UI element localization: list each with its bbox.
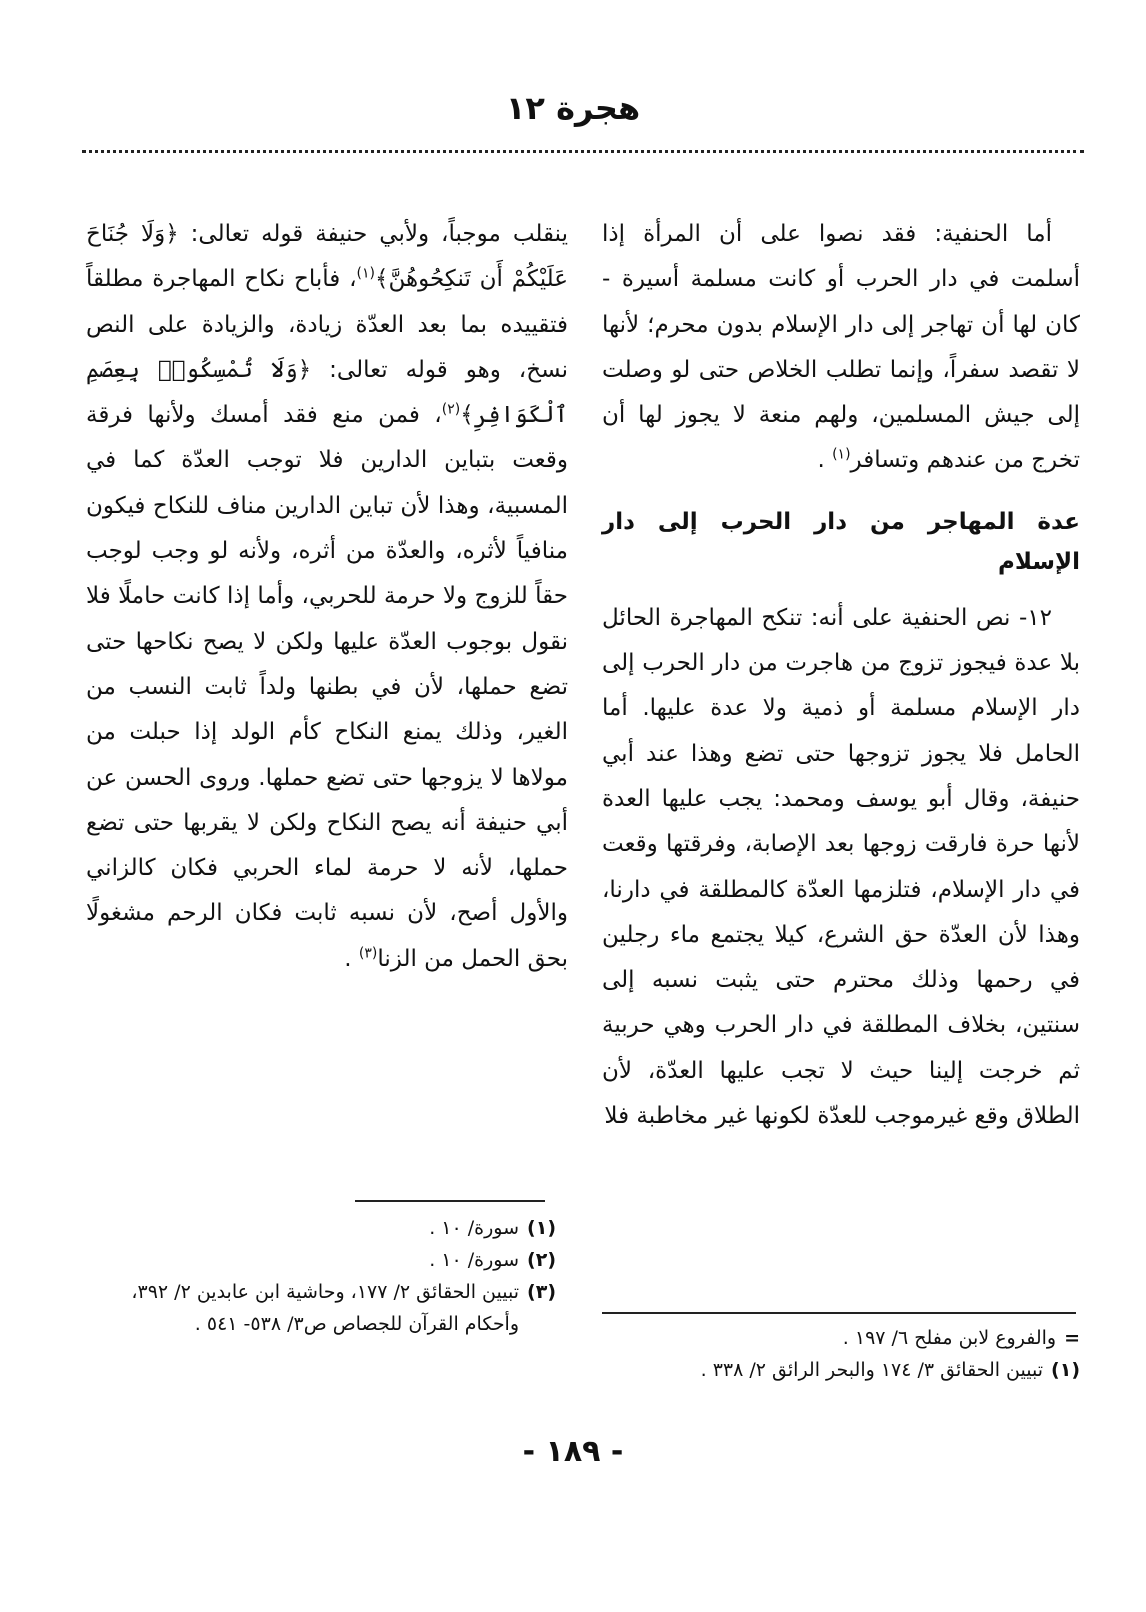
footnote-number: (٣): [527, 1281, 556, 1303]
footnote-text: تبيين الحقائق ٢/ ١٧٧، وحاشية ابن عابدين ٢/ ٣٩٢، وأحكام القرآن للجصاص ص٣/ ٥٣٨- ٥٤١ .: [131, 1281, 520, 1335]
quran-verse: ﴿وَلَا جُنَاحَ عَلَيْكُمْ أَن تَنكِحُوهُنَّ﴾: [86, 221, 568, 293]
footnote-number: =: [1064, 1327, 1080, 1349]
footnote: [86, 1276, 556, 1340]
footnote-ref: (٣): [358, 945, 378, 962]
left-column: [86, 212, 568, 982]
footnotes-right: [602, 1322, 1080, 1386]
footnote: [86, 1212, 556, 1244]
text-segment: ، فأباح نكاح المهاجرة مطلقاً فتقييده بما بعد العدّة زيادة، والزيادة على النص نسخ، وهو قوله تعالى:: [86, 266, 568, 383]
paragraph-end: .: [817, 447, 833, 474]
footnote-text: سورة/ ١٠ .: [429, 1217, 520, 1239]
section-heading: عدة المهاجر من دار الحرب إلى دار الإسلام: [602, 508, 1080, 575]
header-dotted-rule: [82, 150, 1084, 153]
footnote: [602, 1354, 1080, 1386]
footnote: [602, 1322, 1080, 1354]
page-number: - ١٨٩ -: [522, 1434, 624, 1469]
paragraph-section-12: ١٢- نص الحنفية على أنه: تنكح المهاجرة الحائل بلا عدة فيجوز تزوج من هاجرت من دار الحرب إلى دار الإسلام مسلمة أو ذمية ولا عدة عليها. أما الحامل فلا يجوز تزوجها حتى تضع وهذا عند أبي حنيفة، وقال أبو يوسف ومحمد: يجب عليها العدة لأنها حرة فارقت زوجها بعد الإصابة، وفرقتها وقعت في دار الإسلام، فتلزمها العدّة كالمطلقة في دارنا، وهذا لأن العدّة حق الشرع، كيلا يجتمع ماء رجلين في رحمها وذلك محترم حتى يثبت نسبه إلى سنتين، بخلاف المطلقة في دار الحرب وهي حربية ثم خرجت إلينا حيث لا تجب عليها العدّة، لأن الطلاق وقع غيرموجب للعدّة لكونها غير مخاطبة فلا: [602, 604, 1080, 1130]
paragraph-hanafi-intro: [602, 212, 1080, 484]
footnote-ref: (٢): [441, 401, 461, 418]
footnote-ref: (١): [356, 265, 375, 282]
page-header-title: هجرة ١٢: [505, 89, 641, 127]
footnote-number: (٢): [527, 1249, 556, 1271]
footnotes-left: [86, 1212, 556, 1340]
quran-verse: ﴿وَلَا تُمْسِكُوا۟ بِعِصَمِ ٱلْكَوَافِرِ﴾: [86, 356, 568, 429]
footnote-text: والفروع لابن مفلح ٦/ ١٩٧ .: [842, 1327, 1057, 1349]
footnote-divider-right: [602, 1312, 1076, 1314]
paragraph-continuation: [86, 212, 568, 982]
text-segment: ينقلب موجباً، ولأبي حنيفة قوله تعالى:: [178, 221, 568, 247]
paragraph-text: أما الحنفية: فقد نصوا على أن المرأة إذا أسلمت في دار الحرب أو كانت مسلمة أسيرة - كان لها أن تهاجر إلى دار الإسلام بدون محرم؛ لأنها لا تقصد سفراً، وإنما تطلب الخلاص حتى لو وصلت إلى جيش المسلمين، ولهم منعة لا يجوز لها أن تخرج من عندهم وتسافر: [602, 221, 1080, 474]
footnote-text: سورة/ ١٠ .: [429, 1249, 520, 1271]
footnote-ref: (١): [832, 446, 851, 463]
footnote-divider-left: [355, 1200, 545, 1202]
footnote-number: (١): [1051, 1359, 1080, 1381]
text-segment: .: [344, 945, 359, 972]
footnote-text: تبيين الحقائق ٣/ ١٧٤ والبحر الرائق ٢/ ٣٣٨ .: [700, 1359, 1044, 1381]
footnote-number: (١): [527, 1217, 556, 1239]
text-segment: ، فمن منع فقد أمسك ولأنها فرقة وقعت بتباين الدارين فلا توجب العدّة كما في المسبية، وهذا لأن تباين الدارين مناف للنكاح فيكون منافياً لأثره، والعدّة من أثره، ولأنه لو وجب لوجب حقاً للزوج ولا حرمة للحربي، وأما إذا كانت حاملًا فلا نقول بوجوب العدّة عليها ولكن لا يصح نكاحها حتى تضع حملها، لأن في بطنها ولداً ثابت النسب من الغير، وذلك يمنع النكاح كأم الولد إذا حبلت من مولاها لا يزوجها حتى تضع حملها. وروى الحسن عن أبي حنيفة أنه يصح النكاح ولكن لا يقربها حتى تضع حملها، لأنه لا حرمة لماء الحربي فكان كالزاني والأول أصح، لأن نسبه ثابت فكان الرحم مشغولًا بحق الحمل من الزنا: [86, 402, 568, 972]
right-column: [602, 212, 1080, 1139]
footnote: [86, 1244, 556, 1276]
